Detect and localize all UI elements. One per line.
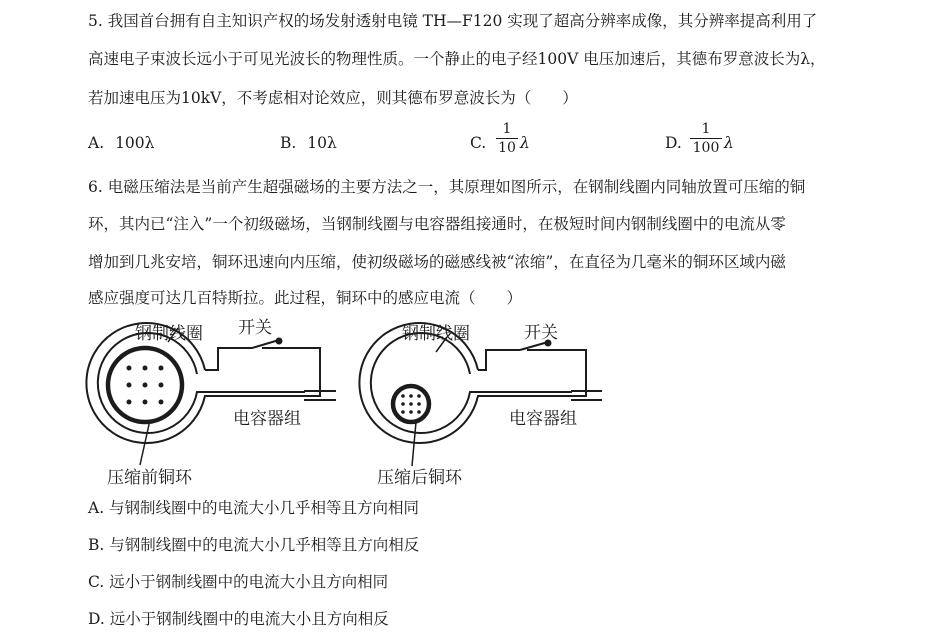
q6-text-line-1: 6. 电磁压缩法是当前产生超强磁场的主要方法之一，其原理如图所示，在钢制线圈内同轴放置可压缩的铜 <box>88 178 806 196</box>
figure-left <box>86 323 336 465</box>
q5-option-b-value: 10λ <box>307 134 337 152</box>
q6-text-line-2: 环，其内已“注入”一个初级磁场，当钢制线圈与电容器组接通时，在极短时间内钢制线圈中的电流从零 <box>88 215 786 233</box>
right-switch-label: 开关 <box>524 323 558 343</box>
q6-option-c[interactable]: C. 远小于钢制线圈中的电流大小且方向相同 <box>88 573 389 591</box>
q6-option-d[interactable]: D. 远小于钢制线圈中的电流大小且方向相反 <box>88 610 389 628</box>
right-ring-label: 压缩后铜环 <box>377 468 462 488</box>
q6-text-line-3: 增加到几兆安培，铜环迅速向内压缩，使初级磁场的磁感线被“浓缩”，在直径为几毫米的铜环区域内磁 <box>88 253 786 271</box>
right-ring-leader <box>412 422 416 466</box>
q5-text-line-3: 若加速电压为10kV，不考虑相对论效应，则其德布罗意波长为（ ） <box>88 89 578 107</box>
right-circuit-wire <box>478 350 586 392</box>
left-ring-label: 压缩前铜环 <box>107 468 192 488</box>
left-circuit-wire <box>205 348 320 392</box>
q6-text-line-4: 感应强度可达几百特斯拉。此过程，铜环中的感应电流（ ） <box>88 289 523 307</box>
q5-text-line-2: 高速电子束波长远小于可见光波长的物理性质。一个静止的电子经100V 电压加速后，其德布罗意波长为λ， <box>88 50 826 68</box>
q5-option-d-denominator: 100 <box>692 140 720 156</box>
left-capacitor-label: 电容器组 <box>233 409 301 429</box>
q5-option-c-numerator: 1 <box>502 121 512 137</box>
q5-option-b-label: B. <box>280 134 297 152</box>
q5-text-line-1: 5. 我国首台拥有自主知识产权的场发射透射电镜 TH—F120 实现了超高分辨率成像，其分辨率提高利用了 <box>88 12 818 30</box>
q5-option-c-label: C. <box>470 134 487 152</box>
right-field-dots <box>401 394 421 414</box>
left-coil-label: 钢制线圈 <box>135 324 203 344</box>
q6-option-a[interactable]: A. 与钢制线圈中的电流大小几乎相等且方向相同 <box>88 499 420 517</box>
q5-option-c-lambda: λ <box>520 134 530 152</box>
left-field-dots <box>127 366 164 405</box>
right-capacitor-label: 电容器组 <box>509 409 577 429</box>
left-switch-contact <box>277 339 282 344</box>
q5-option-a-label: A. <box>88 134 105 152</box>
q5-option-d-lambda: λ <box>724 134 734 152</box>
left-switch-label: 开关 <box>238 318 272 338</box>
q5-option-c-denominator: 10 <box>498 140 516 156</box>
q5-option-a-value: 100λ <box>115 134 155 152</box>
figure-right <box>359 323 602 466</box>
left-switch-blade <box>252 340 279 348</box>
right-coil-label: 钢制线圈 <box>402 324 470 344</box>
q5-option-d-numerator: 1 <box>701 121 711 137</box>
right-switch-blade <box>520 342 548 350</box>
q6-option-b[interactable]: B. 与钢制线圈中的电流大小几乎相等且方向相反 <box>88 536 420 554</box>
q5-option-d-label: D. <box>665 134 682 152</box>
